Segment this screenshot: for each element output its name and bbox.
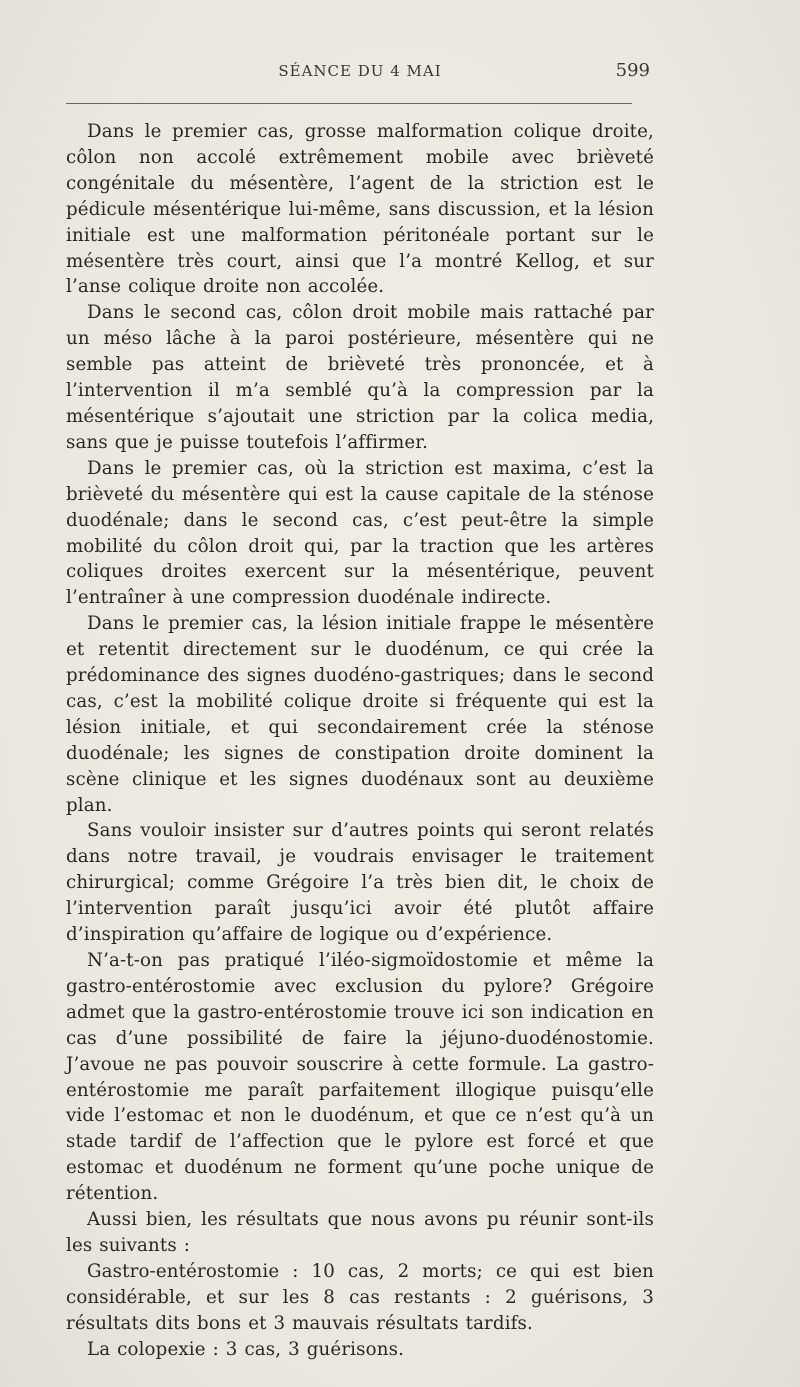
paragraph-7: Aussi bien, les résultats que nous avons pu réunir sont-ils les suivants : [66,1209,654,1256]
body-text [66,119,654,1363]
header-rule [66,103,632,104]
paragraph-8: Gastro-entérostomie : 10 cas, 2 morts; ce qui est bien considérable, et sur les 8 cas restants : 2 guérisons, 3 résultats dits bons et 3 mauvais résultats tardifs. [66,1260,654,1334]
paragraph-9: La colopexie : 3 cas, 3 guérisons. [87,1338,405,1360]
paragraph-1: Dans le premier cas, grosse malformation colique droite, côlon non accolé extrêmement mobile avec brièveté congénitale du mésentère, l’agent de la striction est le pédicule mésentérique lui-même, sans discussion, et la lésion initiale est une malformation péritonéale portant sur le mésentère très court, ainsi que l’a montré Kellog, et sur l’anse colique droite non accolée. [66,121,654,298]
paragraph-4: Dans le premier cas, la lésion initiale frappe le mésentère et retentit directement sur le duodénum, ce qui crée la prédominance des signes duodéno-gastriques; dans le second cas, c’est la mobilité colique droite si fréquente qui est la lésion initiale, et qui secondairement crée la sténose duodénale; les signes de constipation droite dominent la scène clinique et les signes duodénaux sont au deuxième plan. [66,613,654,816]
paragraph-5: Sans vouloir insister sur d’autres points qui seront relatés dans notre travail, je voudrais envisager le traitement chirurgical; comme Grégoire l’a très bien dit, le choix de l’intervention paraît jusqu’ici avoir été plutôt affaire d’inspiration qu’affaire de logique ou d’expérience. [66,820,654,946]
running-title: SÉANCE DU 4 MAI [278,62,442,80]
paragraph-6: N’a-t-on pas pratiqué l’iléo-sigmoïdostomie et même la gastro-entérostomie avec exclusion du pylore? Grégoire admet que la gastro-entérostomie trouve ici son indication en cas d’une possibilité de faire la jéjuno-duodénostomie. J’avoue ne pas pouvoir souscrire à cette formule. La gastro-entérostomie me paraît parfaitement illogique puisqu’elle vide l’estomac et non le duodénum, et que ce n’est qu’à un stade tardif de l’affection que le pylore est forcé et que estomac et duodénum ne forment qu’une poche unique de rétention. [66,950,654,1205]
running-head [66,62,654,86]
paragraph-2: Dans le second cas, côlon droit mobile mais rattaché par un méso lâche à la paroi postérieure, mésentère qui ne semble pas atteint de brièveté très prononcée, et à l’intervention il m’a semblé qu’à la compression par la mésentérique s’ajoutait une striction par la colica media, sans que je puisse toutefois l’affirmer. [66,302,654,453]
page-number: 599 [615,60,650,81]
paragraph-3: Dans le premier cas, où la striction est maxima, c’est la brièveté du mésentère qui est la cause capitale de la sténose duodénale; dans le second cas, c’est peut-être la simple mobilité du côlon droit qui, par la traction que les artères coliques droites exercent sur la mésentérique, peuvent l’entraîner à une compression duodénale indirecte. [66,457,654,609]
